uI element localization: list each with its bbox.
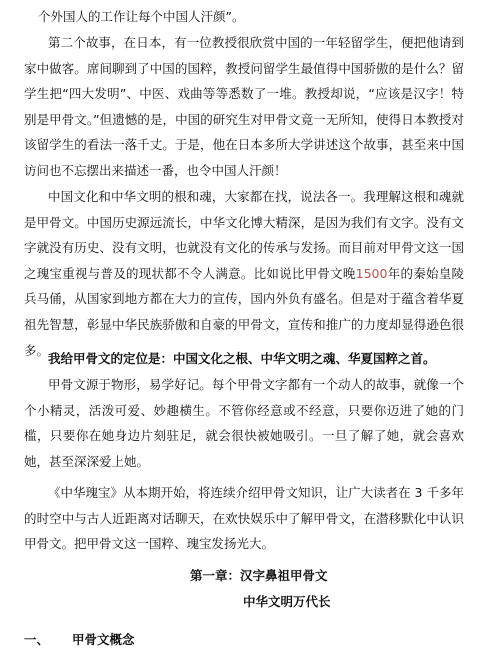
paragraph-3 <box>24 372 464 474</box>
paragraph-4 <box>24 480 464 557</box>
paragraph-1 <box>24 30 464 184</box>
paragraph-2-text-after: 年的秦始皇陵兵马俑，从国家到地方都在大力的宣传，国内外负有盛名。但是对于蕴含着华夏祖先智慧，彰显中华民族骄傲和自豪的甲骨文，宣传和推广的力度却显得逊色很多。 <box>24 265 464 358</box>
paragraph-4-text: 《中华瑰宝》从本期开始，将连续介绍甲骨文知识，让广大读者在 3 千多年的时空中与古人近距离对话聊天，在欢快娱乐中了解甲骨文，在潜移默化中认识甲骨文。把甲骨文这一国粹、瑰宝发扬光大。 <box>24 485 464 552</box>
chapter-subtitle: 中华文明万代长 <box>243 594 331 609</box>
paragraph-3-text: 甲骨文源于物形，易学好记。每个甲骨文字都有一个动人的故事，就像一个个小精灵，活泼可爱、妙趣横生。不管你经意或不经意，只要你迈进了她的门槛，只要你在她身边片刻驻足，就会很快被她吸引。一旦了解了她，就会喜欢她，甚至深深爱上她。 <box>24 377 464 469</box>
paragraph-1-text: 第二个故事，在日本，有一位教授很欣赏中国的一年轻留学生，便把他请到家中做客。席间聊到了中国的国粹，教授问留学生最值得中国骄傲的是什么？留学生把“四大发明”、中医、戏曲等等悉数了一堆。教授却说，“应该是汉字！特别是甲骨文。”但遗憾的是，中国的研究生对甲骨文竟一无所知，使得日本教授对该留学生的看法一落千丈。于是，他在日本多所大学讲述这个故事，甚至来中国访问也不忘摆出来描述一番，也令中国人汗颜！ <box>24 35 464 178</box>
paragraph-0-text: 个外国人的工作让每个中国人汗颜”。 <box>38 9 245 24</box>
bold-statement-text: 我给甲骨文的定位是：中国文化之根、中华文明之魂、华夏国粹之首。 <box>48 351 436 366</box>
section-number: 一、 <box>24 632 50 647</box>
section-title: 甲骨文概念 <box>72 632 135 647</box>
bold-statement <box>24 346 464 372</box>
paragraph-0 <box>24 4 464 30</box>
paragraph-2-text-before: 中国文化和中华文明的根和魂，大家都在找，说法各一。我理解这根和魂就是甲骨文。中国历史源远流长，中华文化博大精深，是因为我们有文字。没有文字就没有历史、没有文明，也就没有文化的传承与发扬。而目前对甲骨文这一国之瑰宝重视与普及的现状都不令人满意。比如说比甲骨文晚 <box>24 189 464 281</box>
paragraph-2-number: 1500 <box>355 265 388 281</box>
paragraph-2 <box>24 184 464 363</box>
chapter-title: 第一章：汉字鼻祖甲骨文 <box>190 568 328 583</box>
